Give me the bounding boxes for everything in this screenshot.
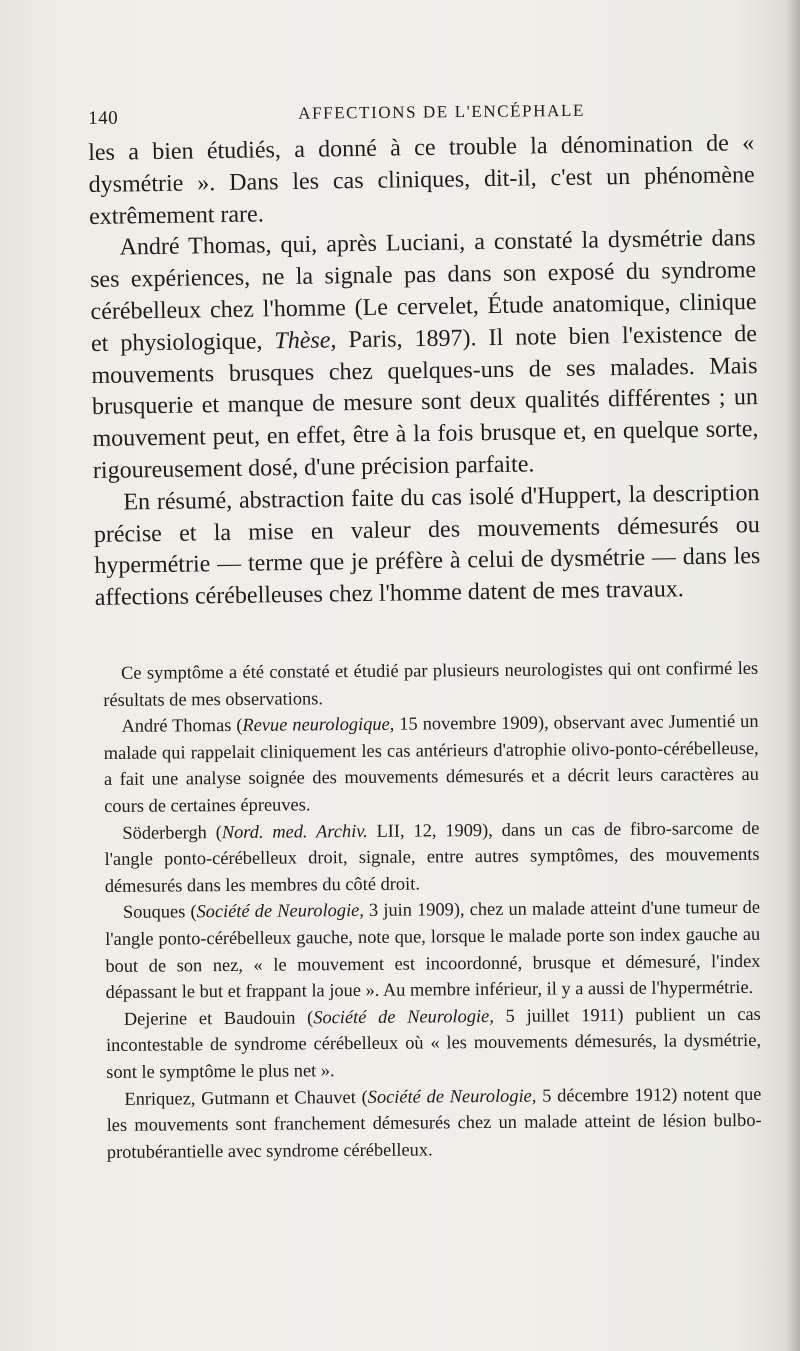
main-paragraph-3: En résumé, abstraction faite du cas isolé d'Huppert, la description précise et la mise en valeur des mouvements démesurés ou hypermétrie — terme que je préfère à celui de dysmétrie — dans les affections cérébelleuses chez l'homme datent de mes travaux. bbox=[93, 479, 761, 612]
note-5-italic: Société de Neurologie, bbox=[313, 1005, 494, 1028]
main-text bbox=[88, 128, 761, 615]
main-paragraph-2-text-b: Paris, 1897). Il note bien l'existence de mouvements brusques chez quelques-uns de ses malades. Mais brusquerie et manque de mesure sont deux qualités différentes ; un mouvement peut, en effet, être à la fois brusque et, en quelque sorte, rigoureusement dosé, d'une précision parfaite. bbox=[91, 320, 759, 484]
main-paragraph-2 bbox=[89, 224, 759, 488]
note-4 bbox=[105, 894, 761, 1006]
running-title: AFFECTIONS DE L'ENCÉPHALE bbox=[298, 100, 585, 123]
note-5-text-a: Dejerine et Baudouin ( bbox=[123, 1007, 314, 1029]
note-4-text-a: Souques ( bbox=[122, 901, 197, 923]
note-3-text-b: LII, 12, 1909), dans un cas de fibro-sarcome de l'angle ponto-cérébelleux droit, signale, entre autres symptômes, des mouvements démesurés dans les membres du côté droit. bbox=[104, 817, 760, 896]
page-number: 140 bbox=[88, 107, 119, 129]
main-paragraph-1: les a bien étudiés, a donné à ce trouble la dénomination de « dysmétrie ». Dans les cas cliniques, dit-il, c'est un phénomène extrêmement rare. bbox=[88, 130, 755, 230]
note-4-italic: Société de Neurologie, bbox=[196, 900, 364, 922]
note-2-text-b: 15 novembre 1909), observant avec Jumentié un malade qui rappelait cliniquement les cas antérieurs d'atrophie olivo-ponto-cérébelleuse, a fait une analyse soignée des mouvements démesurés et a décrit leurs caractères au cours de certaines épreuves. bbox=[103, 711, 759, 816]
note-4-text-b: 3 juin 1909), chez un malade atteint d'une tumeur de l'angle ponto-cérébelleux gauche, note que, lorsque le malade porte son index gauche au bout de son nez, « le mouvement est incoordonné, brusque et démesuré, l'index dépassant le but et frappant la joue ». Au membre inférieur, il y a aussi de l'hypermétrie. bbox=[105, 897, 761, 1003]
note-6-text-a: Enriquez, Gutmann et Chauvet ( bbox=[124, 1086, 368, 1109]
note-2 bbox=[103, 708, 759, 820]
note-6-text-b: 5 décembre 1912) notent que les mouvements sont franchement démesurés chez un malade atteint de lésion bulbo-protubérantielle avec syndrome cérébelleux. bbox=[106, 1083, 762, 1162]
note-5-text-b: 5 juillet 1911) publient un cas incontestable de syndrome cérébelleux où « les mouvements démesurés, la dysmétrie, sont le symptôme le plus net ». bbox=[105, 1003, 762, 1082]
note-3 bbox=[104, 814, 760, 899]
note-5 bbox=[106, 1001, 762, 1086]
footnotes bbox=[103, 655, 762, 1165]
note-6-italic: Société de Neurologie, bbox=[367, 1085, 537, 1107]
page-spine-shadow bbox=[786, 0, 800, 1351]
note-1: Ce symptôme a été constaté et étudié par plusieurs neurologistes qui ont confirmé les résultats de mes observations. bbox=[103, 657, 759, 710]
main-paragraph-2-text-a: André Thomas, qui, après Luciani, a constaté la dysmétrie dans ses expériences, ne la signale pas dans son exposé du syndrome cérébelleux chez l'homme (Le cervelet, Étude anatomique, clinique et physiologique, bbox=[89, 225, 757, 357]
note-2-text-a: André Thomas ( bbox=[121, 715, 243, 737]
page-header bbox=[88, 93, 768, 130]
note-3-text-a: Söderbergh ( bbox=[122, 821, 222, 843]
note-2-italic: Revue neurologique, bbox=[242, 713, 395, 736]
note-6 bbox=[106, 1080, 762, 1165]
main-paragraph-2-italic: Thèse, bbox=[274, 327, 337, 355]
note-3-italic: Nord. med. Archiv. bbox=[221, 820, 368, 842]
